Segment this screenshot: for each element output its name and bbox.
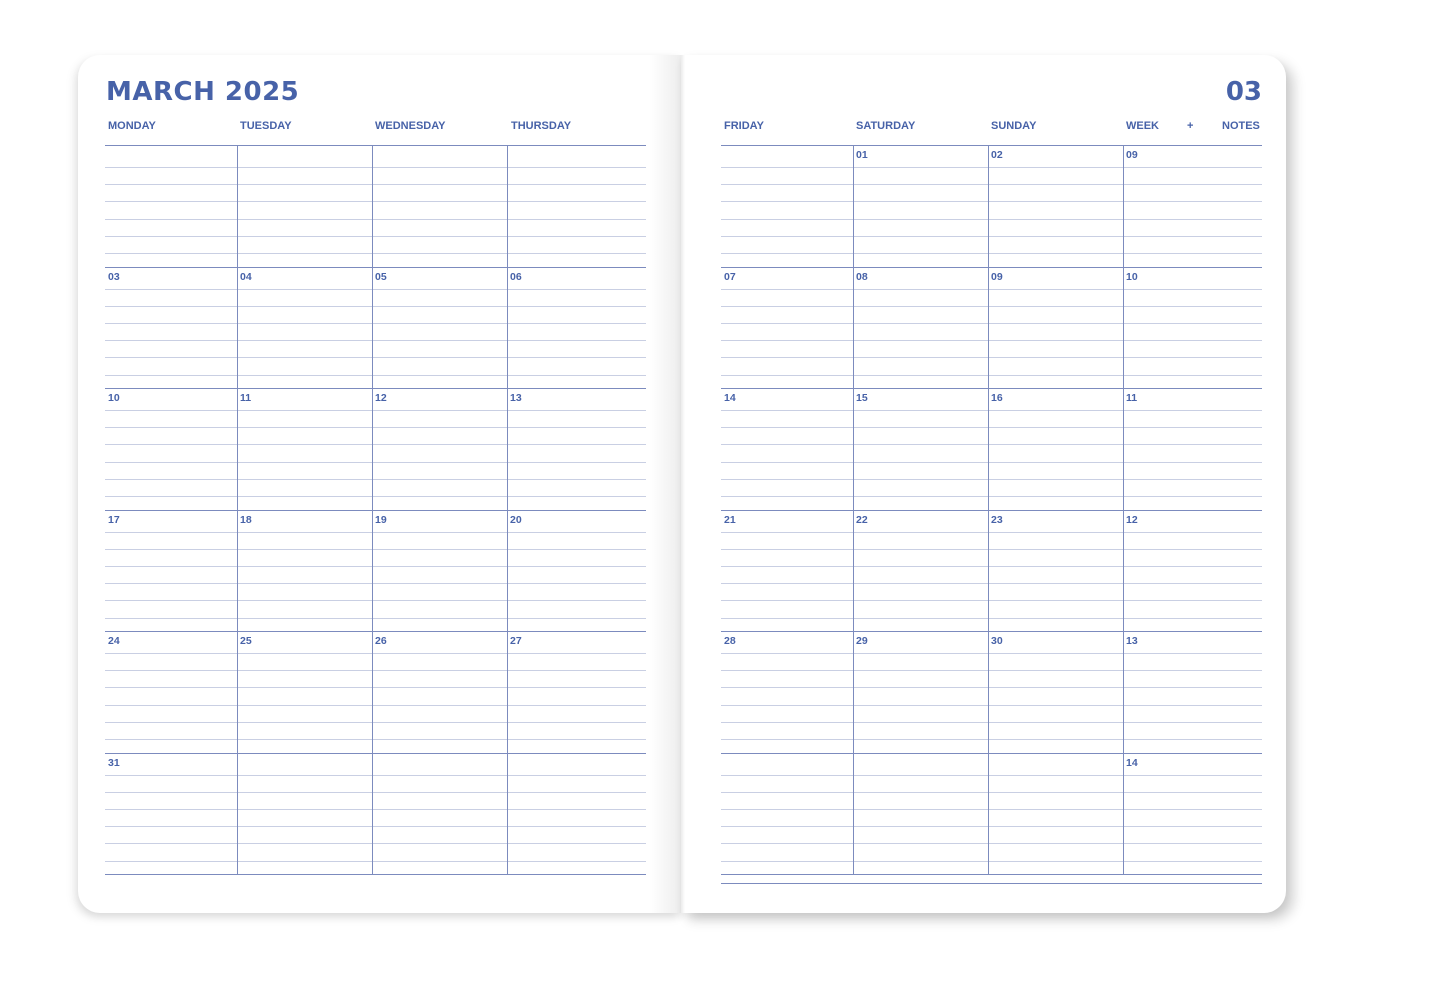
writing-rule: [721, 496, 1262, 497]
writing-rule: [721, 306, 1262, 307]
day-number: 11: [240, 392, 252, 404]
writing-rule: [721, 444, 1262, 445]
month-title: MARCH 2025: [106, 77, 300, 107]
writing-rule: [105, 444, 646, 445]
week-separator: [105, 388, 646, 389]
week-separator: [721, 267, 1262, 268]
day-number: 29: [856, 635, 868, 647]
day-number: 26: [375, 635, 387, 647]
writing-rule: [105, 861, 646, 862]
day-number: 28: [724, 635, 736, 647]
writing-rule: [721, 427, 1262, 428]
writing-rule: [721, 722, 1262, 723]
writing-rule: [721, 687, 1262, 688]
month-number: 03: [1225, 77, 1262, 107]
day-number: 30: [991, 635, 1003, 647]
header-wednesday: WEDNESDAY: [375, 120, 446, 132]
writing-rule: [105, 462, 646, 463]
day-number: 20: [510, 513, 522, 526]
grid-bottom-rule: [721, 883, 1262, 884]
week-separator: [105, 145, 646, 146]
writing-rule: [105, 479, 646, 480]
writing-rule: [721, 618, 1262, 619]
writing-rule: [721, 583, 1262, 584]
writing-rule: [105, 253, 646, 254]
day-number: 16: [991, 392, 1003, 404]
column-separator: [853, 145, 854, 874]
writing-rule: [105, 670, 646, 671]
day-number: 05: [375, 270, 387, 283]
writing-rule: [105, 549, 646, 550]
writing-rule: [105, 705, 646, 706]
day-number: 02: [991, 149, 1003, 161]
week-separator: [105, 753, 646, 754]
week-separator: [721, 631, 1262, 632]
day-number: 22: [856, 513, 868, 526]
writing-rule: [105, 306, 646, 307]
day-number: 01: [856, 149, 868, 161]
day-number: 14: [724, 392, 736, 404]
day-number: 27: [510, 635, 522, 647]
day-number: 10: [1126, 270, 1138, 283]
header-notes: NOTES: [1222, 120, 1260, 132]
writing-rule: [105, 566, 646, 567]
day-number: 09: [1126, 149, 1138, 161]
day-number: 14: [1126, 756, 1138, 769]
day-number: 12: [1126, 513, 1138, 526]
writing-rule: [105, 201, 646, 202]
week-separator: [721, 388, 1262, 389]
writing-rule: [105, 167, 646, 168]
column-separator: [1123, 145, 1124, 874]
week-separator: [105, 510, 646, 511]
writing-rule: [721, 236, 1262, 237]
writing-rule: [721, 479, 1262, 480]
day-number: 31: [108, 756, 120, 769]
day-number: 23: [991, 513, 1003, 526]
header-thursday: THURSDAY: [511, 120, 572, 132]
writing-rule: [721, 809, 1262, 810]
week-separator: [721, 753, 1262, 754]
day-number: 24: [108, 635, 120, 647]
writing-rule: [105, 340, 646, 341]
header-friday: FRIDAY: [724, 120, 764, 132]
week-separator: [105, 631, 646, 632]
writing-rule: [721, 289, 1262, 290]
writing-rule: [721, 861, 1262, 862]
writing-rule: [105, 722, 646, 723]
writing-rule: [105, 826, 646, 827]
grid-bottom-rule: [105, 874, 646, 875]
day-number: 19: [375, 513, 387, 526]
day-number: 13: [1126, 635, 1138, 647]
column-separator: [237, 145, 238, 874]
writing-rule: [105, 809, 646, 810]
writing-rule: [721, 375, 1262, 376]
writing-rule: [105, 600, 646, 601]
week-separator: [105, 267, 646, 268]
header-tuesday: TUESDAY: [240, 120, 292, 132]
writing-rule: [721, 670, 1262, 671]
writing-rule: [105, 289, 646, 290]
day-number: 21: [724, 513, 736, 526]
writing-rule: [105, 375, 646, 376]
header-week: WEEK: [1126, 120, 1159, 132]
writing-rule: [721, 705, 1262, 706]
writing-rule: [105, 618, 646, 619]
writing-rule: [721, 184, 1262, 185]
header-sunday: SUNDAY: [991, 120, 1037, 132]
writing-rule: [721, 340, 1262, 341]
writing-rule: [721, 253, 1262, 254]
header-saturday: SATURDAY: [856, 120, 916, 132]
header-plus: +: [1187, 120, 1194, 132]
writing-rule: [721, 323, 1262, 324]
writing-rule: [105, 583, 646, 584]
header-monday: MONDAY: [108, 120, 156, 132]
writing-rule: [105, 687, 646, 688]
day-number: 07: [724, 270, 736, 283]
writing-rule: [721, 167, 1262, 168]
writing-rule: [721, 357, 1262, 358]
writing-rule: [105, 739, 646, 740]
day-number: 12: [375, 392, 387, 404]
day-number: 04: [240, 270, 252, 283]
writing-rule: [105, 653, 646, 654]
writing-rule: [105, 843, 646, 844]
day-number: 25: [240, 635, 252, 647]
column-separator: [372, 145, 373, 874]
grid-bottom-rule: [721, 874, 1262, 875]
writing-rule: [721, 532, 1262, 533]
writing-rule: [105, 410, 646, 411]
column-separator: [507, 145, 508, 874]
column-separator: [988, 145, 989, 874]
writing-rule: [721, 549, 1262, 550]
week-separator: [721, 510, 1262, 511]
writing-rule: [105, 532, 646, 533]
writing-rule: [105, 236, 646, 237]
day-number: 10: [108, 392, 120, 404]
day-number: 09: [991, 270, 1003, 283]
day-number: 03: [108, 270, 120, 283]
writing-rule: [105, 219, 646, 220]
week-separator: [721, 145, 1262, 146]
writing-rule: [721, 219, 1262, 220]
writing-rule: [105, 775, 646, 776]
page-gutter-shadow: [649, 55, 681, 913]
day-number: 08: [856, 270, 868, 283]
writing-rule: [721, 775, 1262, 776]
day-number: 13: [510, 392, 522, 404]
day-number: 06: [510, 270, 522, 283]
writing-rule: [105, 792, 646, 793]
writing-rule: [105, 357, 646, 358]
writing-rule: [105, 323, 646, 324]
day-number: 11: [1126, 392, 1138, 404]
day-number: 17: [108, 513, 120, 526]
writing-rule: [721, 826, 1262, 827]
day-number: 18: [240, 513, 252, 526]
writing-rule: [105, 184, 646, 185]
writing-rule: [105, 496, 646, 497]
page-gutter-shadow: [681, 55, 685, 913]
writing-rule: [721, 566, 1262, 567]
writing-rule: [105, 427, 646, 428]
writing-rule: [721, 792, 1262, 793]
writing-rule: [721, 739, 1262, 740]
writing-rule: [721, 600, 1262, 601]
writing-rule: [721, 410, 1262, 411]
day-number: 15: [856, 392, 868, 404]
writing-rule: [721, 653, 1262, 654]
writing-rule: [721, 843, 1262, 844]
writing-rule: [721, 201, 1262, 202]
writing-rule: [721, 462, 1262, 463]
